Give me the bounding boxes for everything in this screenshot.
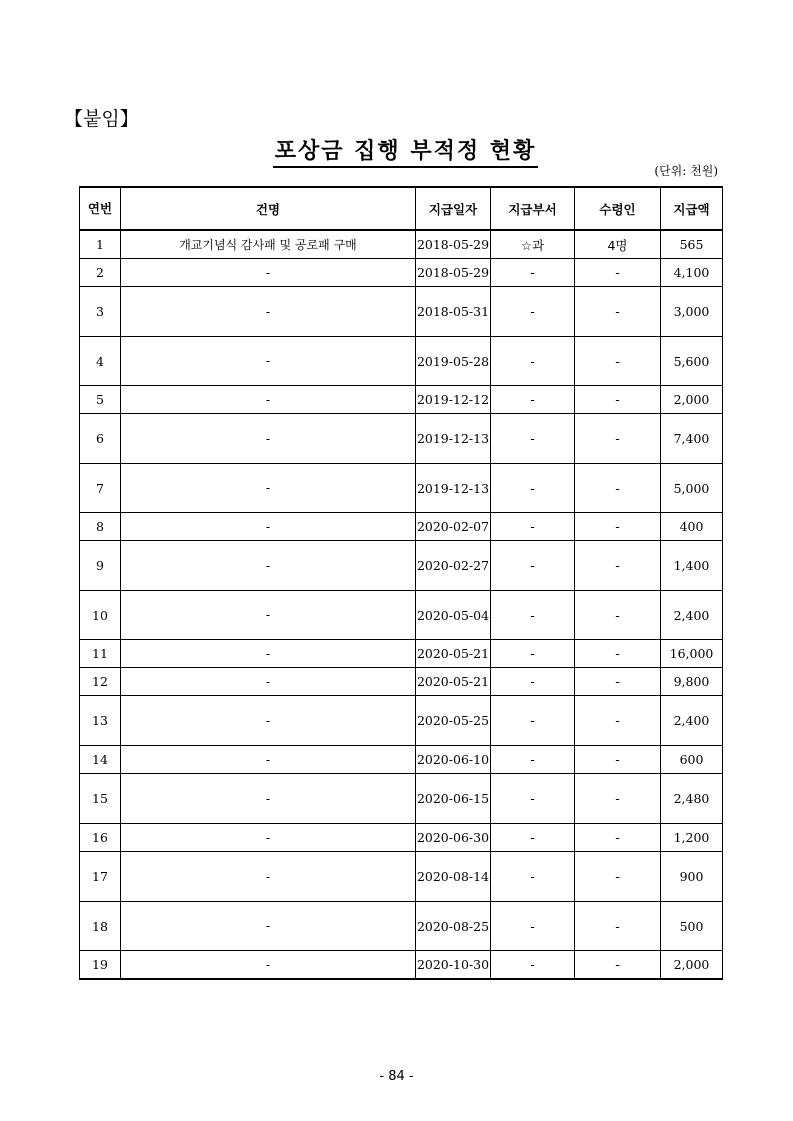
cell-recipient-count: - xyxy=(575,951,661,980)
cell-dept: - xyxy=(491,824,575,852)
cell-amount: 400 xyxy=(661,513,723,541)
header-dept: 지급부서 xyxy=(491,187,575,230)
cell-seq: 5 xyxy=(80,386,121,414)
attachment-label: 【붙임】 xyxy=(64,108,139,130)
cell-amount: 2,000 xyxy=(661,951,723,980)
cell-amount: 565 xyxy=(661,230,723,259)
table-row xyxy=(80,774,723,824)
cell-seq: 3 xyxy=(80,287,121,337)
cell-seq: 15 xyxy=(80,774,121,824)
cell-dept: ☆과 xyxy=(491,230,575,259)
cell-name: - xyxy=(121,746,416,774)
cell-recipient-count: - xyxy=(575,668,661,696)
cell-name: - xyxy=(121,337,416,386)
table-row xyxy=(80,230,723,259)
table-row xyxy=(80,668,723,696)
header-recipient-count: 수령인 xyxy=(575,187,661,230)
cell-amount: 1,400 xyxy=(661,541,723,591)
table-header-row xyxy=(80,187,723,230)
cell-dept: - xyxy=(491,774,575,824)
unit-note: (단위: 천원) xyxy=(654,164,718,178)
cell-recipient-count: - xyxy=(575,746,661,774)
cell-date: 2019-12-13 xyxy=(416,464,491,513)
cell-name: - xyxy=(121,696,416,746)
table-row xyxy=(80,746,723,774)
cell-name: - xyxy=(121,287,416,337)
cell-name: - xyxy=(121,464,416,513)
table-row xyxy=(80,902,723,951)
cell-dept: - xyxy=(491,746,575,774)
cell-recipient-count: - xyxy=(575,386,661,414)
cell-date: 2019-05-28 xyxy=(416,337,491,386)
cell-recipient-count: - xyxy=(575,337,661,386)
cell-date: 2018-05-29 xyxy=(416,230,491,259)
cell-amount: 16,000 xyxy=(661,640,723,668)
cell-date: 2018-05-31 xyxy=(416,287,491,337)
cell-seq: 2 xyxy=(80,259,121,287)
table-row xyxy=(80,541,723,591)
cell-date: 2020-06-15 xyxy=(416,774,491,824)
cell-amount: 5,000 xyxy=(661,464,723,513)
cell-dept: - xyxy=(491,287,575,337)
cell-date: 2020-08-14 xyxy=(416,852,491,902)
cell-recipient-count: - xyxy=(575,259,661,287)
cell-amount: 900 xyxy=(661,852,723,902)
cell-recipient-count: - xyxy=(575,902,661,951)
cell-name: - xyxy=(121,852,416,902)
header-seq: 연번 xyxy=(80,187,121,230)
cell-date: 2020-02-27 xyxy=(416,541,491,591)
cell-name: - xyxy=(121,824,416,852)
document-title: 포상금 집행 부적정 현황 xyxy=(273,134,539,168)
table-row xyxy=(80,386,723,414)
cell-name: - xyxy=(121,541,416,591)
cell-recipient-count: - xyxy=(575,824,661,852)
table-row xyxy=(80,464,723,513)
cell-recipient-count: - xyxy=(575,774,661,824)
cell-amount: 9,800 xyxy=(661,668,723,696)
table-row xyxy=(80,513,723,541)
cell-recipient-count: - xyxy=(575,414,661,464)
table-row xyxy=(80,259,723,287)
cell-dept: - xyxy=(491,259,575,287)
cell-date: 2020-05-21 xyxy=(416,640,491,668)
cell-seq: 11 xyxy=(80,640,121,668)
cell-recipient-count: - xyxy=(575,640,661,668)
table-row xyxy=(80,951,723,980)
cell-dept: - xyxy=(491,640,575,668)
cell-name: - xyxy=(121,591,416,640)
cell-name: - xyxy=(121,774,416,824)
cell-name: - xyxy=(121,259,416,287)
cell-amount: 500 xyxy=(661,902,723,951)
cell-dept: - xyxy=(491,541,575,591)
table-row xyxy=(80,337,723,386)
cell-seq: 13 xyxy=(80,696,121,746)
table-row xyxy=(80,287,723,337)
cell-name: 개교기념식 감사패 및 공로패 구매 xyxy=(121,230,416,259)
cell-seq: 14 xyxy=(80,746,121,774)
cell-seq: 6 xyxy=(80,414,121,464)
header-date: 지급일자 xyxy=(416,187,491,230)
cell-dept: - xyxy=(491,337,575,386)
cell-seq: 12 xyxy=(80,668,121,696)
cell-dept: - xyxy=(491,591,575,640)
cell-dept: - xyxy=(491,464,575,513)
cell-date: 2020-06-10 xyxy=(416,746,491,774)
table-row xyxy=(80,414,723,464)
cell-seq: 16 xyxy=(80,824,121,852)
cell-amount: 2,400 xyxy=(661,591,723,640)
cell-seq: 8 xyxy=(80,513,121,541)
cell-dept: - xyxy=(491,668,575,696)
cell-name: - xyxy=(121,951,416,980)
cell-date: 2019-12-12 xyxy=(416,386,491,414)
cell-dept: - xyxy=(491,696,575,746)
cell-amount: 2,480 xyxy=(661,774,723,824)
table-row xyxy=(80,640,723,668)
cell-name: - xyxy=(121,640,416,668)
cell-recipient-count: - xyxy=(575,852,661,902)
cell-recipient-count: - xyxy=(575,287,661,337)
cell-amount: 600 xyxy=(661,746,723,774)
cell-date: 2020-02-07 xyxy=(416,513,491,541)
cell-dept: - xyxy=(491,852,575,902)
cell-date: 2020-10-30 xyxy=(416,951,491,980)
cell-seq: 18 xyxy=(80,902,121,951)
cell-seq: 7 xyxy=(80,464,121,513)
award-payment-table xyxy=(79,186,723,980)
cell-date: 2020-05-25 xyxy=(416,696,491,746)
cell-name: - xyxy=(121,513,416,541)
header-amount: 지급액 xyxy=(661,187,723,230)
cell-recipient-count: - xyxy=(575,464,661,513)
cell-date: 2020-05-21 xyxy=(416,668,491,696)
cell-amount: 5,600 xyxy=(661,337,723,386)
cell-date: 2020-08-25 xyxy=(416,902,491,951)
header-name: 건명 xyxy=(121,187,416,230)
cell-amount: 4,100 xyxy=(661,259,723,287)
cell-recipient-count: - xyxy=(575,696,661,746)
cell-date: 2020-06-30 xyxy=(416,824,491,852)
cell-name: - xyxy=(121,668,416,696)
cell-seq: 10 xyxy=(80,591,121,640)
cell-amount: 1,200 xyxy=(661,824,723,852)
cell-dept: - xyxy=(491,951,575,980)
cell-name: - xyxy=(121,414,416,464)
cell-date: 2018-05-29 xyxy=(416,259,491,287)
cell-date: 2019-12-13 xyxy=(416,414,491,464)
table-row xyxy=(80,824,723,852)
page-number: - 84 - xyxy=(379,1069,414,1084)
cell-dept: - xyxy=(491,386,575,414)
table-body xyxy=(80,230,723,979)
cell-seq: 9 xyxy=(80,541,121,591)
table-row xyxy=(80,852,723,902)
cell-name: - xyxy=(121,902,416,951)
cell-recipient-count: - xyxy=(575,513,661,541)
cell-amount: 7,400 xyxy=(661,414,723,464)
cell-name: - xyxy=(121,386,416,414)
cell-amount: 2,000 xyxy=(661,386,723,414)
table-row xyxy=(80,591,723,640)
cell-date: 2020-05-04 xyxy=(416,591,491,640)
cell-seq: 19 xyxy=(80,951,121,980)
cell-amount: 3,000 xyxy=(661,287,723,337)
table-row xyxy=(80,696,723,746)
cell-recipient-count: 4명 xyxy=(575,230,661,259)
cell-dept: - xyxy=(491,414,575,464)
cell-seq: 1 xyxy=(80,230,121,259)
cell-amount: 2,400 xyxy=(661,696,723,746)
cell-dept: - xyxy=(491,513,575,541)
cell-dept: - xyxy=(491,902,575,951)
cell-recipient-count: - xyxy=(575,591,661,640)
cell-recipient-count: - xyxy=(575,541,661,591)
cell-seq: 17 xyxy=(80,852,121,902)
cell-seq: 4 xyxy=(80,337,121,386)
